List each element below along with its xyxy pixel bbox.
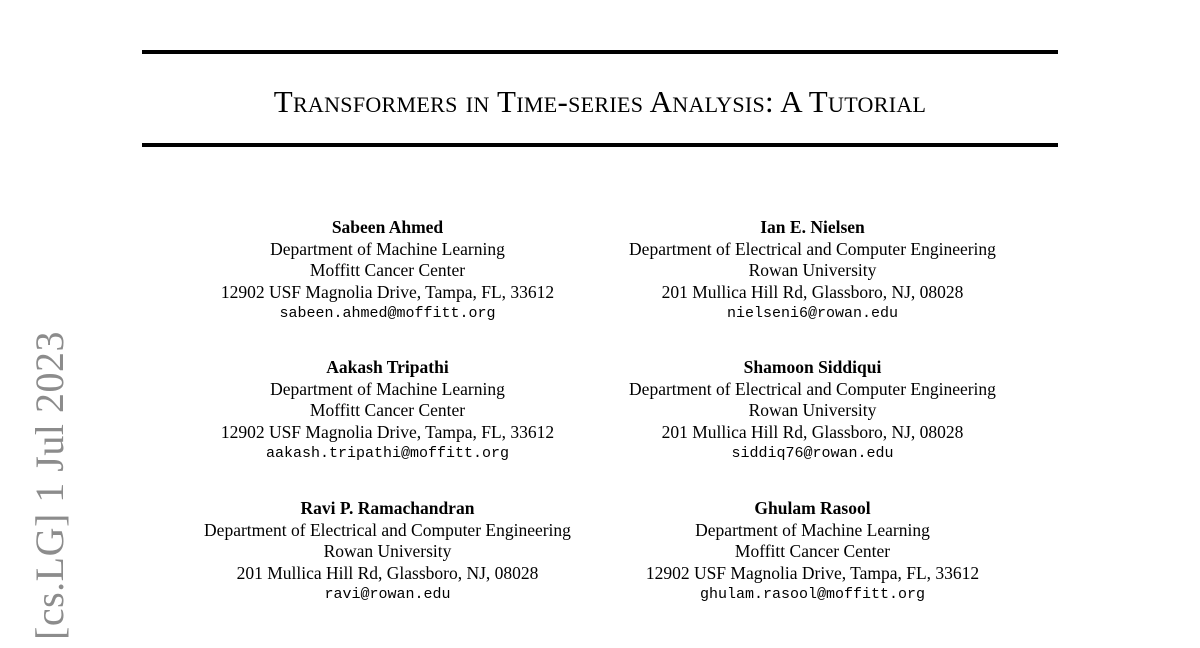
author-department: Department of Electrical and Computer Engineering: [629, 378, 996, 399]
author-address: 12902 USF Magnolia Drive, Tampa, FL, 33612: [220, 281, 555, 302]
paper-title: Transformers in Time-series Analysis: A Tutorial: [273, 84, 927, 119]
author-institution: Rowan University: [748, 260, 877, 280]
author-email[interactable]: nielseni6@rowan.edu: [726, 305, 899, 322]
author-name: Ghulam Rasool: [754, 498, 871, 518]
author-name: Ravi P. Ramachandran: [300, 498, 475, 518]
author-block: [600, 357, 1025, 465]
author-block: [175, 357, 600, 465]
author-block: [600, 498, 1025, 606]
author-institution: Rowan University: [323, 541, 452, 561]
author-institution: Rowan University: [748, 400, 877, 420]
author-department: Department of Machine Learning: [270, 238, 505, 259]
title-rule-top: [142, 50, 1058, 54]
author-department: Department of Electrical and Computer Engineering: [204, 519, 571, 540]
author-institution: Moffitt Cancer Center: [309, 400, 466, 420]
author-name: Sabeen Ahmed: [331, 217, 444, 237]
title-rule-bottom: [142, 143, 1058, 147]
author-department: Department of Electrical and Computer Engineering: [629, 238, 996, 259]
author-name: Aakash Tripathi: [326, 357, 449, 377]
author-name: Shamoon Siddiqui: [743, 357, 882, 377]
author-email[interactable]: aakash.tripathi@moffitt.org: [265, 445, 510, 462]
arxiv-stamp: [cs.LG] 1 Jul 2023: [27, 331, 72, 640]
author-email[interactable]: ghulam.rasool@moffitt.org: [699, 586, 926, 603]
author-address: 201 Mullica Hill Rd, Glassboro, NJ, 08028: [661, 421, 964, 442]
author-email[interactable]: siddiq76@rowan.edu: [731, 445, 894, 462]
author-institution: Moffitt Cancer Center: [734, 541, 891, 561]
author-name: Ian E. Nielsen: [760, 217, 865, 237]
author-address: 201 Mullica Hill Rd, Glassboro, NJ, 08028: [236, 562, 539, 583]
author-department: Department of Machine Learning: [270, 378, 505, 399]
author-block: [175, 217, 600, 325]
author-email[interactable]: sabeen.ahmed@moffitt.org: [279, 305, 496, 322]
author-address: 12902 USF Magnolia Drive, Tampa, FL, 33612: [220, 421, 555, 442]
author-department: Department of Machine Learning: [695, 519, 930, 540]
author-email[interactable]: ravi@rowan.edu: [324, 586, 451, 603]
author-block: [600, 217, 1025, 325]
author-institution: Moffitt Cancer Center: [309, 260, 466, 280]
author-block: [175, 498, 600, 606]
author-address: 12902 USF Magnolia Drive, Tampa, FL, 33612: [645, 562, 980, 583]
author-address: 201 Mullica Hill Rd, Glassboro, NJ, 08028: [661, 281, 964, 302]
